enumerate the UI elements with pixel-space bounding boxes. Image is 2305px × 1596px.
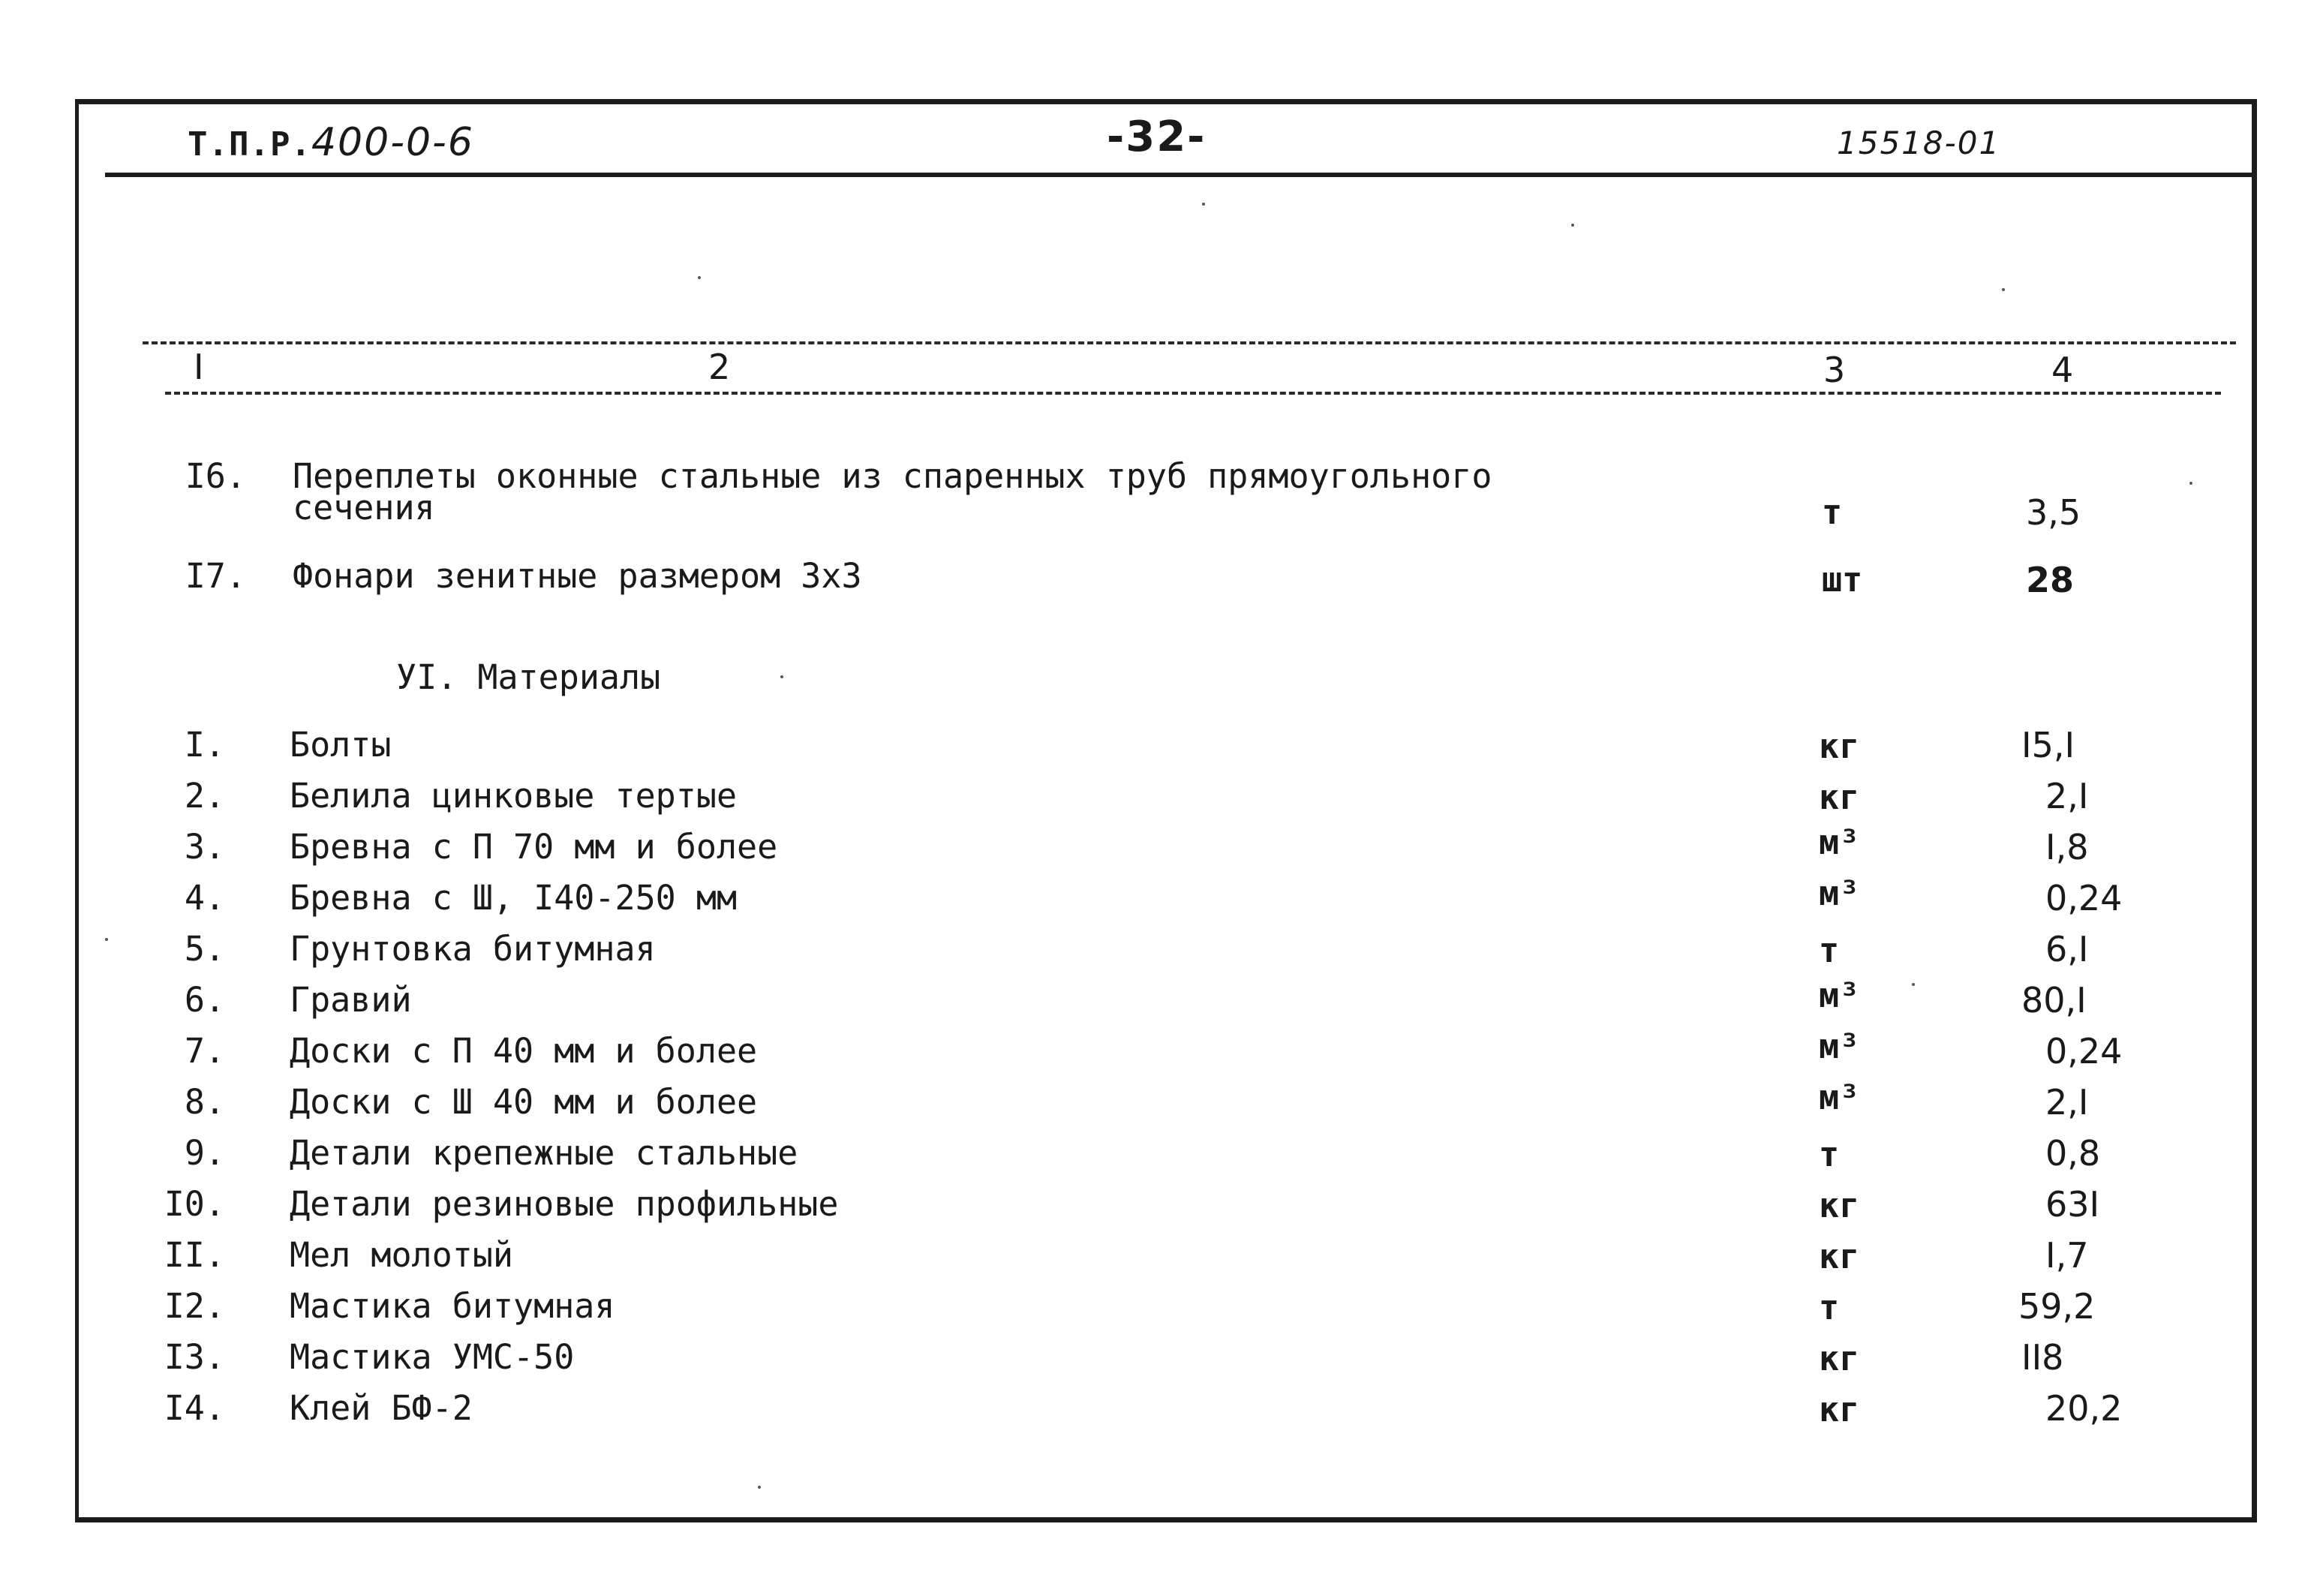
material-unit: кг xyxy=(1819,1390,1860,1429)
header-divider xyxy=(105,173,2257,177)
item-name-continued: сечения xyxy=(293,488,435,527)
material-quantity: I5,I xyxy=(2021,725,2075,765)
material-number: 5. xyxy=(184,929,225,969)
scan-speck xyxy=(1571,224,1574,227)
material-name: Детали крепежные стальные xyxy=(290,1133,798,1173)
column-number-1: I xyxy=(194,347,204,387)
material-number: 8. xyxy=(184,1082,225,1122)
material-unit: м³ xyxy=(1819,873,1860,913)
material-number: I4. xyxy=(164,1388,225,1428)
material-number: 3. xyxy=(184,827,225,867)
material-name: Грунтовка битумная xyxy=(290,929,656,969)
material-name: Доски с Ш 40 мм и более xyxy=(290,1082,758,1122)
material-unit: м³ xyxy=(1819,822,1860,862)
material-quantity: 2,I xyxy=(2045,1082,2089,1123)
material-name: Клей БФ-2 xyxy=(290,1388,473,1428)
material-quantity: I,8 xyxy=(2045,827,2089,867)
material-unit: кг xyxy=(1819,1237,1860,1276)
material-quantity: 2,I xyxy=(2045,776,2089,816)
item-unit: т xyxy=(1822,492,1843,532)
scan-speck xyxy=(698,276,701,279)
item-number: I7. xyxy=(185,556,246,596)
scan-speck xyxy=(758,1486,761,1489)
material-number: 2. xyxy=(184,776,225,816)
material-number: 7. xyxy=(184,1031,225,1071)
scan-speck xyxy=(2189,482,2192,485)
material-unit: т xyxy=(1819,1288,1840,1327)
column-number-3: 3 xyxy=(1823,350,1846,390)
material-name: Мастика УМС-50 xyxy=(290,1337,575,1377)
doc-code: 400-0-6 xyxy=(311,120,474,165)
material-number: II. xyxy=(164,1235,225,1275)
material-quantity: 59,2 xyxy=(2018,1286,2096,1327)
material-quantity: 6,I xyxy=(2045,929,2089,969)
material-name: Мел молотый xyxy=(290,1235,514,1275)
material-name: Доски с П 40 мм и более xyxy=(290,1031,758,1071)
material-number: I3. xyxy=(164,1337,225,1377)
material-number: 6. xyxy=(184,980,225,1020)
material-unit: кг xyxy=(1819,1186,1860,1225)
material-name: Гравий xyxy=(290,980,412,1020)
scan-speck xyxy=(105,938,108,941)
material-quantity: II8 xyxy=(2021,1337,2064,1378)
doc-prefix: Т.П.Р. xyxy=(188,125,311,164)
column-number-2: 2 xyxy=(708,347,731,387)
material-unit: т xyxy=(1819,930,1840,970)
material-number: I0. xyxy=(164,1184,225,1224)
material-unit: т xyxy=(1819,1135,1840,1174)
item-number: I6. xyxy=(185,456,246,496)
section-title: УI. Материалы xyxy=(396,657,661,697)
material-number: 4. xyxy=(184,878,225,918)
material-quantity: I,7 xyxy=(2045,1235,2089,1276)
column-header-top-rule xyxy=(143,341,2236,344)
material-quantity: 63I xyxy=(2045,1184,2100,1225)
archive-number: 15518-01 xyxy=(1837,125,2001,161)
material-name: Бревна с Ш, I40-250 мм xyxy=(290,878,738,918)
scan-speck xyxy=(780,675,783,678)
material-unit: кг xyxy=(1819,777,1860,817)
column-number-4: 4 xyxy=(2051,350,2074,390)
material-quantity: 80,I xyxy=(2021,980,2087,1020)
material-quantity: 0,24 xyxy=(2045,878,2123,918)
item-name: Фонари зенитные размером 3х3 xyxy=(293,556,862,596)
material-name: Белила цинковые тертые xyxy=(290,776,738,816)
material-number: I2. xyxy=(164,1286,225,1326)
material-unit: кг xyxy=(1819,1339,1860,1378)
item-quantity: 28 xyxy=(2026,560,2075,600)
material-quantity: 0,8 xyxy=(2045,1133,2101,1174)
doc-designation xyxy=(188,120,474,165)
material-unit: м³ xyxy=(1819,1078,1860,1117)
scan-speck xyxy=(1202,203,1205,206)
material-quantity: 0,24 xyxy=(2045,1031,2123,1072)
material-unit: кг xyxy=(1819,726,1860,766)
material-unit: м³ xyxy=(1819,975,1860,1015)
material-unit: м³ xyxy=(1819,1026,1860,1066)
page-number: -32- xyxy=(1107,113,1207,161)
material-number: 9. xyxy=(184,1133,225,1173)
scan-speck xyxy=(1912,983,1915,986)
material-name: Болты xyxy=(290,725,392,765)
column-header-bottom-rule xyxy=(165,392,2221,395)
material-name: Бревна с П 70 мм и более xyxy=(290,827,778,867)
item-quantity: 3,5 xyxy=(2026,492,2081,533)
item-unit: шт xyxy=(1822,560,1863,600)
item-name: Переплеты оконные стальные из спаренных труб прямоугольного xyxy=(293,456,1492,496)
material-name: Мастика битумная xyxy=(290,1286,615,1326)
material-quantity: 20,2 xyxy=(2045,1388,2123,1429)
scan-speck xyxy=(2002,288,2005,291)
material-number: I. xyxy=(184,725,225,765)
material-name: Детали резиновые профильные xyxy=(290,1184,839,1224)
